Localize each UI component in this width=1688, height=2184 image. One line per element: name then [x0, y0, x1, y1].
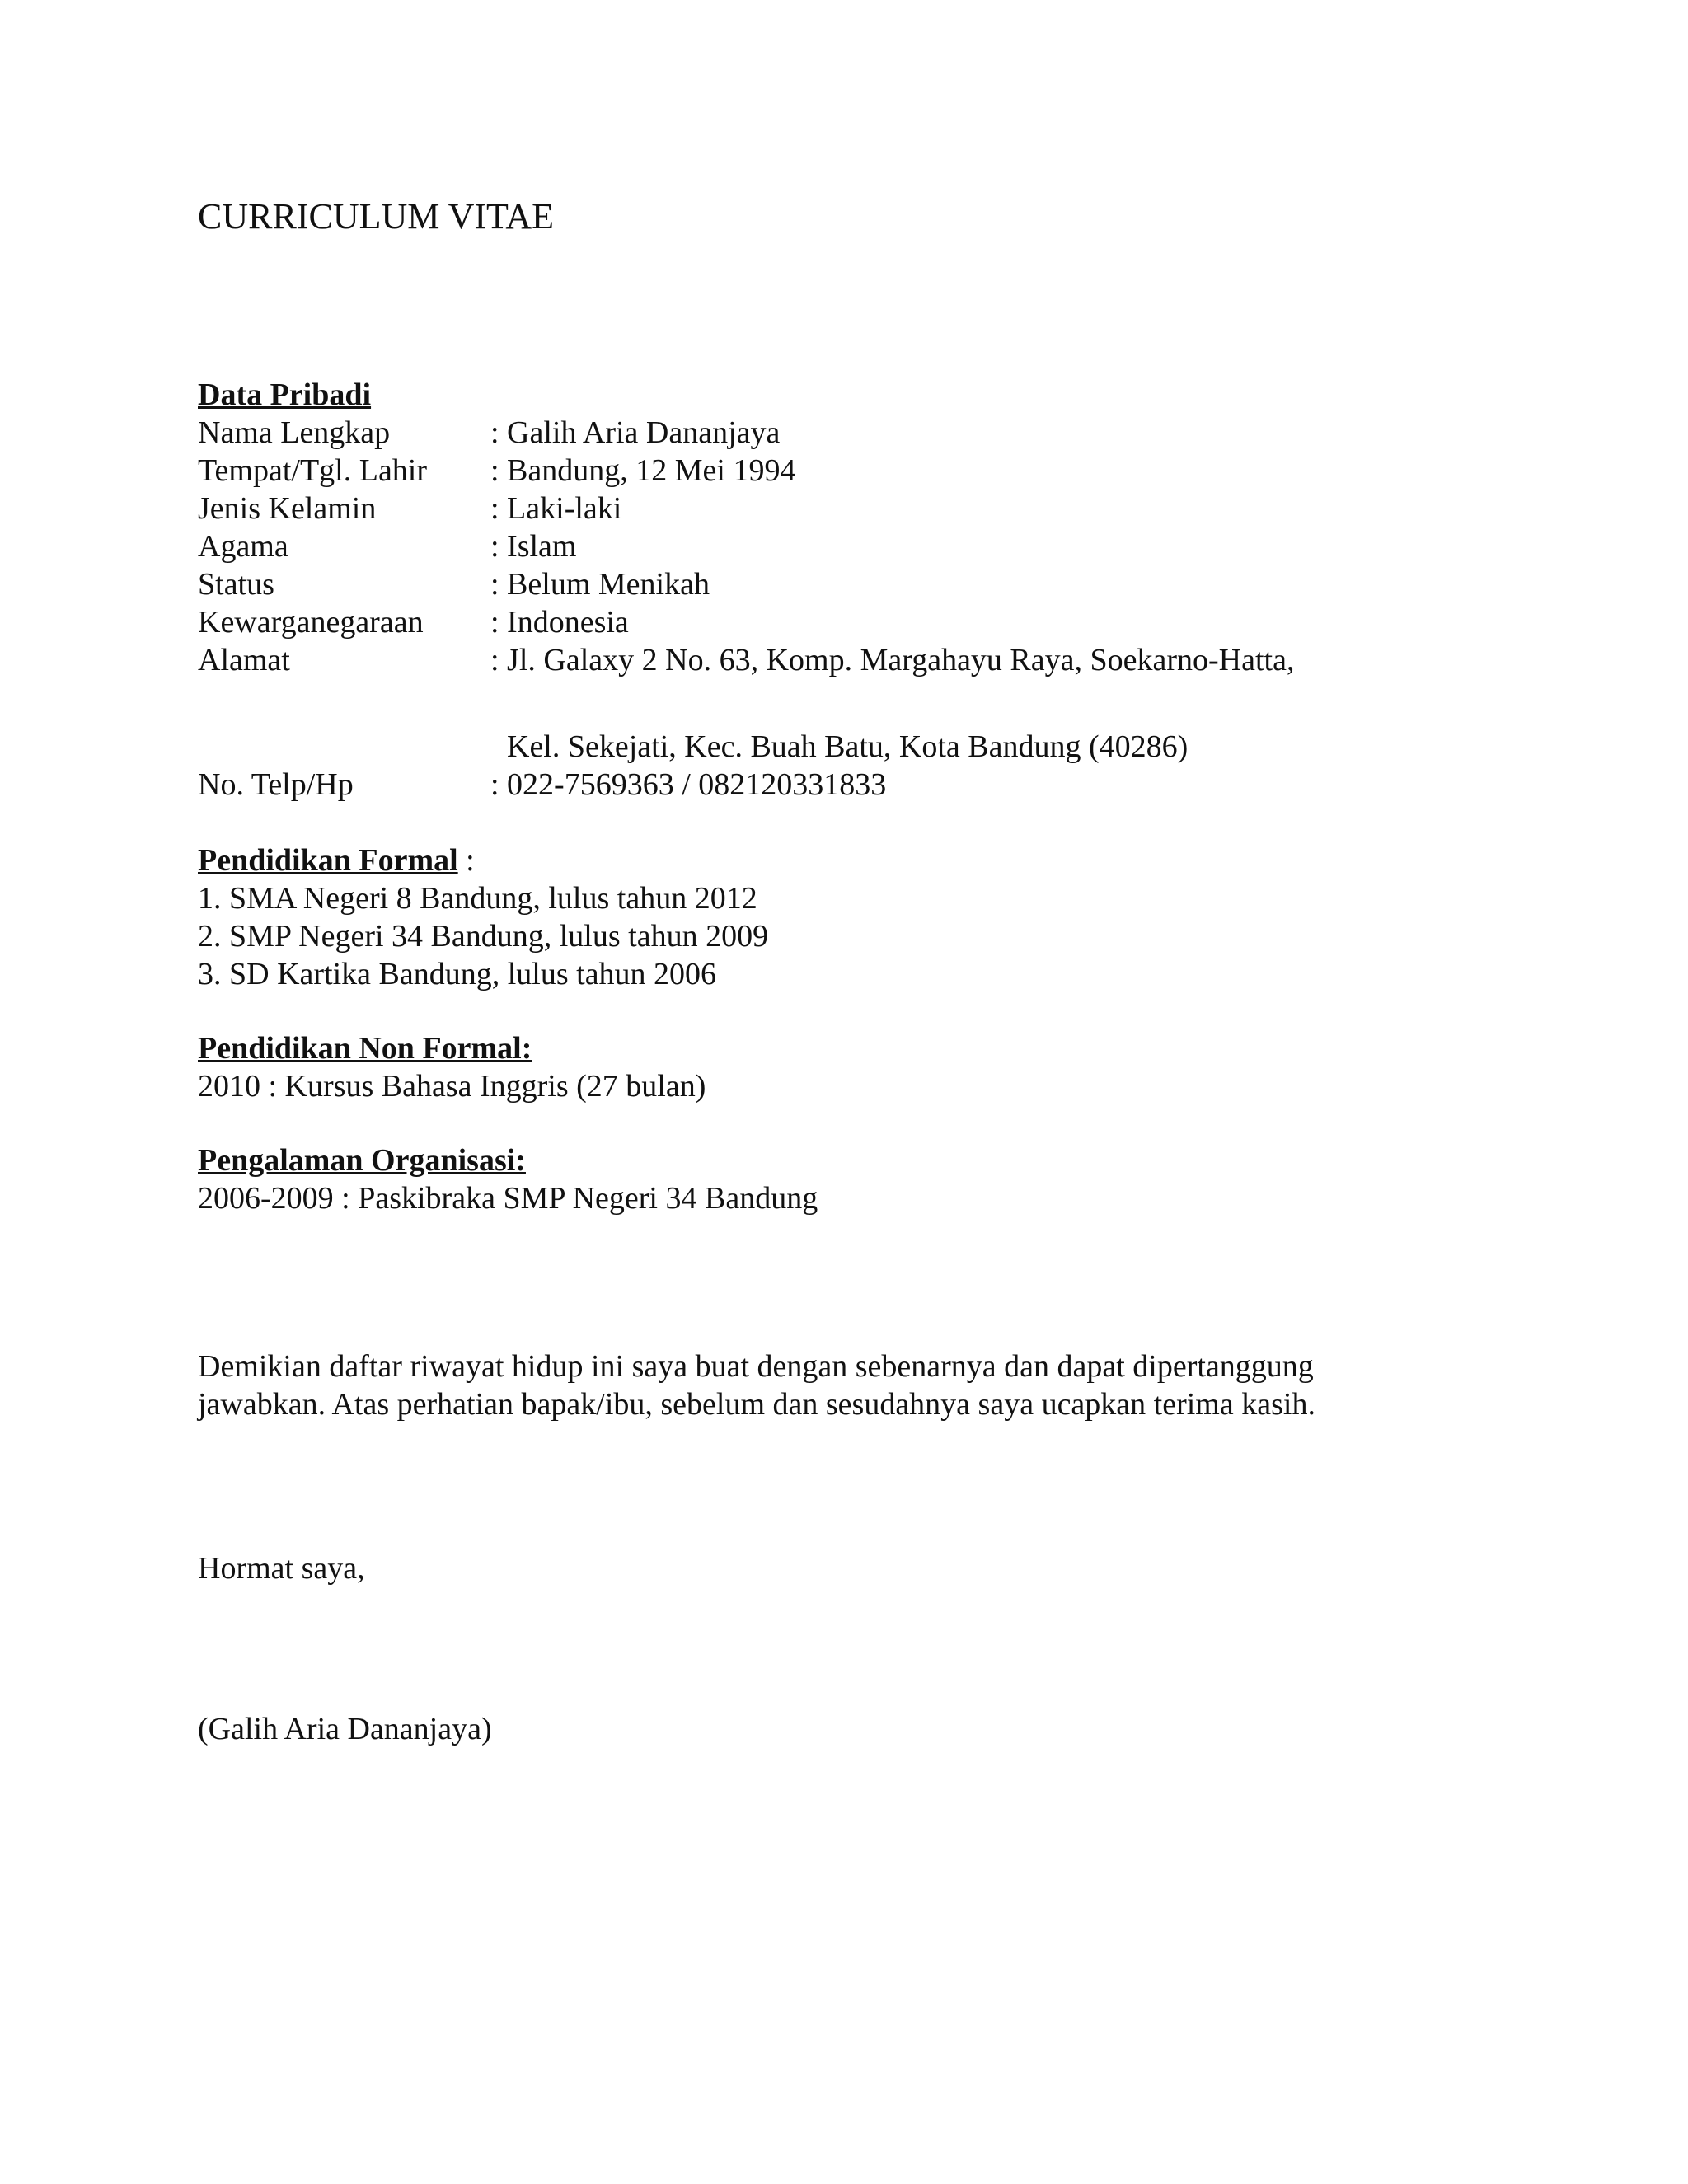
- personal-label-status: Status: [198, 567, 274, 602]
- list-item: 2. SMP Negeri 34 Bandung, lulus tahun 2009: [198, 919, 769, 954]
- personal-label-gender: Jenis Kelamin: [198, 491, 377, 526]
- signoff: Hormat saya,: [198, 1551, 365, 1586]
- personal-label-name: Nama Lengkap: [198, 415, 391, 450]
- list-item: 3. SD Kartika Bandung, lulus tahun 2006: [198, 957, 717, 991]
- list-item: 1. SMA Negeri 8 Bandung, lulus tahun 2012: [198, 881, 757, 916]
- closing-statement-line-1: Demikian daftar riwayat hidup ini saya buat dengan sebenarnya dan dapat dipertanggung: [198, 1349, 1314, 1384]
- personal-value-phone: : 022-7569363 / 082120331833: [490, 767, 887, 802]
- nonformal-education-heading: Pendidikan Non Formal:: [198, 1031, 532, 1066]
- personal-value-name: : Galih Aria Dananjaya: [490, 415, 781, 450]
- personal-value-birth: : Bandung, 12 Mei 1994: [490, 453, 796, 488]
- personal-label-address: Alamat: [198, 643, 290, 677]
- personal-value-religion: : Islam: [490, 529, 577, 564]
- list-item: 2010 : Kursus Bahasa Inggris (27 bulan): [198, 1069, 706, 1104]
- personal-value-gender: : Laki-laki: [490, 491, 622, 526]
- formal-education-heading-line: [198, 841, 475, 879]
- personal-label-birth: Tempat/Tgl. Lahir: [198, 453, 428, 488]
- personal-value-status: : Belum Menikah: [490, 567, 710, 602]
- personal-data-heading: Data Pribadi: [198, 377, 372, 412]
- personal-label-religion: Agama: [198, 529, 288, 564]
- document-title: CURRICULUM VITAE: [198, 196, 555, 237]
- organization-heading: Pengalaman Organisasi:: [198, 1143, 526, 1178]
- signature-name: (Galih Aria Dananjaya): [198, 1712, 492, 1746]
- closing-statement-line-2: jawabkan. Atas perhatian bapak/ibu, sebelum dan sesudahnya saya ucapkan terima kasih.: [198, 1387, 1315, 1422]
- personal-value-citizenship: : Indonesia: [490, 605, 629, 640]
- personal-label-phone: No. Telp/Hp: [198, 767, 354, 802]
- formal-education-heading: Pendidikan Formal: [198, 843, 458, 878]
- formal-education-heading-suffix: :: [457, 843, 475, 878]
- personal-value-address: : Jl. Galaxy 2 No. 63, Komp. Margahayu Raya, Soekarno-Hatta,: [490, 643, 1295, 677]
- personal-address-continuation: Kel. Sekejati, Kec. Buah Batu, Kota Bandung (40286): [507, 729, 1189, 764]
- personal-label-citizenship: Kewarganegaraan: [198, 605, 424, 640]
- list-item: 2006-2009 : Paskibraka SMP Negeri 34 Bandung: [198, 1181, 818, 1216]
